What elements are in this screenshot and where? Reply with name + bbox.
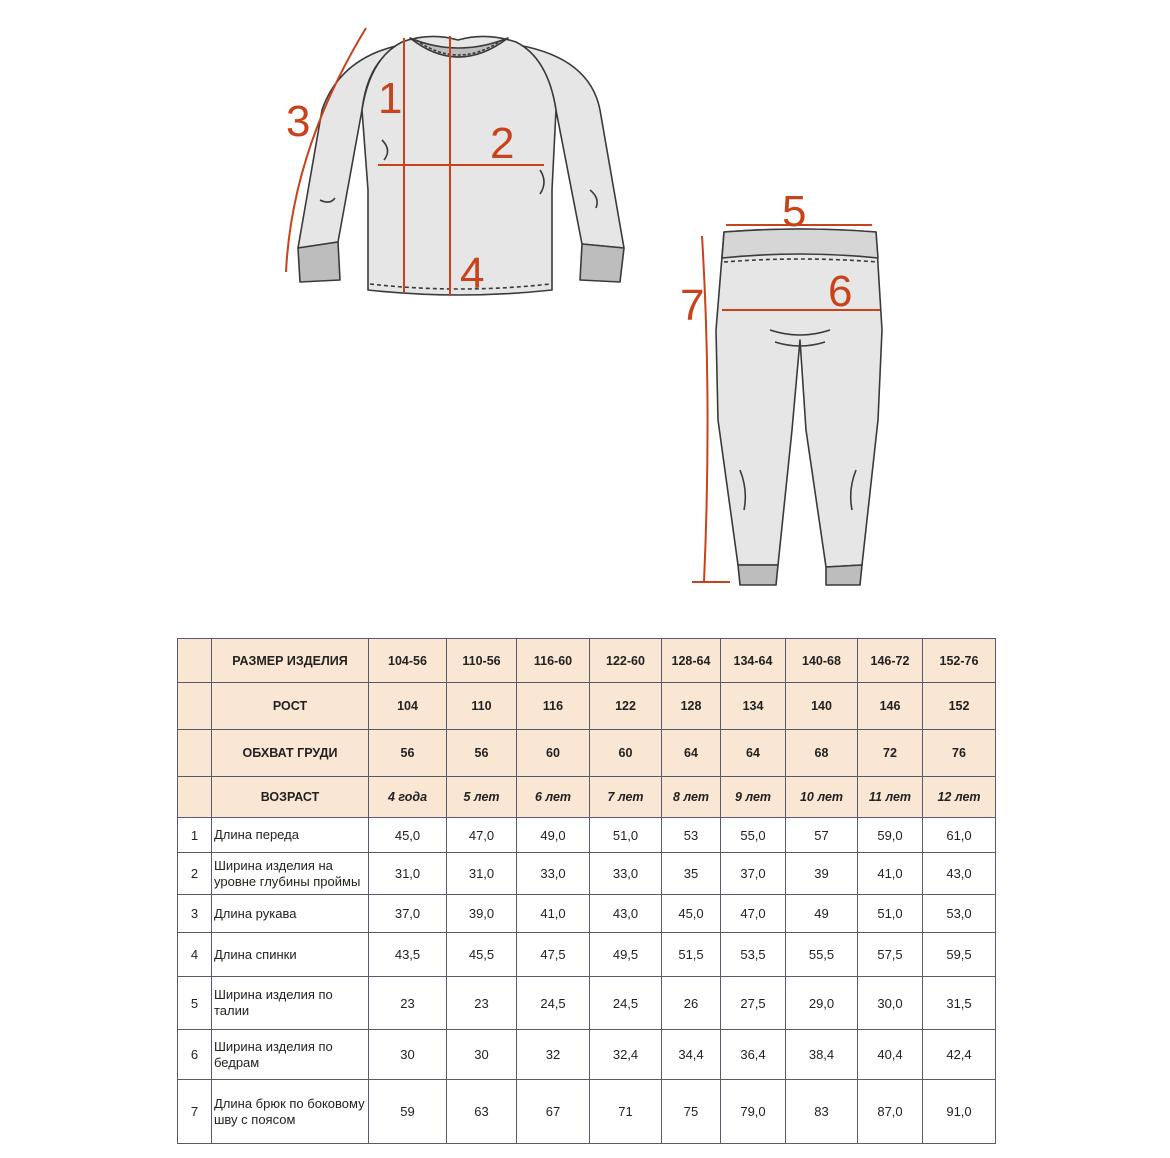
measure-label: Длина переда <box>212 818 369 853</box>
header-value: 110 <box>447 683 517 730</box>
measure-value: 35 <box>662 853 721 895</box>
measure-value: 49,0 <box>517 818 590 853</box>
measure-value: 23 <box>369 977 447 1030</box>
row-number: 5 <box>178 977 212 1030</box>
measure-value: 71 <box>590 1080 662 1144</box>
measure-value: 53 <box>662 818 721 853</box>
header-label: ОБХВАТ ГРУДИ <box>212 730 369 777</box>
measure-value: 51,5 <box>662 933 721 977</box>
measure-value: 47,0 <box>447 818 517 853</box>
measure-value: 63 <box>447 1080 517 1144</box>
header-value: 9 лет <box>721 777 786 818</box>
table-row <box>178 1080 996 1144</box>
row-number: 1 <box>178 818 212 853</box>
header-corner-cell <box>178 777 212 818</box>
measure-value: 67 <box>517 1080 590 1144</box>
measure-value: 31,0 <box>369 853 447 895</box>
measure-value: 33,0 <box>517 853 590 895</box>
measure-value: 30 <box>447 1030 517 1080</box>
measure-value: 32 <box>517 1030 590 1080</box>
measure-value: 79,0 <box>721 1080 786 1144</box>
measure-value: 37,0 <box>369 895 447 933</box>
mark-5: 5 <box>782 187 807 236</box>
measure-value: 43,5 <box>369 933 447 977</box>
measure-value: 39 <box>786 853 858 895</box>
measure-value: 43,0 <box>590 895 662 933</box>
measure-value: 55,5 <box>786 933 858 977</box>
header-value: 140 <box>786 683 858 730</box>
header-corner-cell <box>178 683 212 730</box>
header-value: 6 лет <box>517 777 590 818</box>
mark-4: 4 <box>460 249 485 298</box>
header-value: 56 <box>447 730 517 777</box>
measure-value: 34,4 <box>662 1030 721 1080</box>
measure-value: 45,0 <box>662 895 721 933</box>
header-row <box>178 777 996 818</box>
header-value: 116-60 <box>517 639 590 683</box>
row-number: 6 <box>178 1030 212 1080</box>
measure-value: 45,5 <box>447 933 517 977</box>
measure-value: 49 <box>786 895 858 933</box>
measure-value: 45,0 <box>369 818 447 853</box>
header-value: 8 лет <box>662 777 721 818</box>
table-row <box>178 853 996 895</box>
measure-value: 49,5 <box>590 933 662 977</box>
header-value: 64 <box>662 730 721 777</box>
measure-value: 51,0 <box>590 818 662 853</box>
table-row <box>178 818 996 853</box>
measure-value: 42,4 <box>923 1030 996 1080</box>
header-value: 152-76 <box>923 639 996 683</box>
measure-value: 57 <box>786 818 858 853</box>
mark-1: 1 <box>378 74 403 123</box>
measure-value: 59,0 <box>858 818 923 853</box>
header-value: 128-64 <box>662 639 721 683</box>
size-table <box>177 638 996 1144</box>
header-value: 122 <box>590 683 662 730</box>
header-value: 146-72 <box>858 639 923 683</box>
measure-label: Длина рукава <box>212 895 369 933</box>
measure-label: Ширина изделия по бедрам <box>212 1030 369 1080</box>
header-value: 152 <box>923 683 996 730</box>
measure-value: 29,0 <box>786 977 858 1030</box>
measure-value: 47,5 <box>517 933 590 977</box>
mark-3: 3 <box>286 97 311 146</box>
header-value: 64 <box>721 730 786 777</box>
table-row <box>178 933 996 977</box>
header-value: 122-60 <box>590 639 662 683</box>
header-label: ВОЗРАСТ <box>212 777 369 818</box>
header-value: 104 <box>369 683 447 730</box>
header-row <box>178 683 996 730</box>
measure-value: 59 <box>369 1080 447 1144</box>
header-value: 110-56 <box>447 639 517 683</box>
header-row <box>178 639 996 683</box>
header-label: РАЗМЕР ИЗДЕЛИЯ <box>212 639 369 683</box>
row-number: 3 <box>178 895 212 933</box>
measure-value: 27,5 <box>721 977 786 1030</box>
header-value: 60 <box>590 730 662 777</box>
header-value: 134-64 <box>721 639 786 683</box>
measure-value: 55,0 <box>721 818 786 853</box>
header-value: 11 лет <box>858 777 923 818</box>
table-row <box>178 977 996 1030</box>
measure-value: 41,0 <box>858 853 923 895</box>
measure-value: 30 <box>369 1030 447 1080</box>
measure-value: 26 <box>662 977 721 1030</box>
table-row <box>178 1030 996 1080</box>
measure-value: 31,0 <box>447 853 517 895</box>
row-number: 4 <box>178 933 212 977</box>
measure-value: 47,0 <box>721 895 786 933</box>
header-value: 56 <box>369 730 447 777</box>
measure-value: 39,0 <box>447 895 517 933</box>
header-value: 68 <box>786 730 858 777</box>
measure-value: 87,0 <box>858 1080 923 1144</box>
measure-value: 53,0 <box>923 895 996 933</box>
header-value: 4 года <box>369 777 447 818</box>
header-value: 60 <box>517 730 590 777</box>
header-row <box>178 730 996 777</box>
header-value: 104-56 <box>369 639 447 683</box>
measure-value: 32,4 <box>590 1030 662 1080</box>
header-value: 5 лет <box>447 777 517 818</box>
header-value: 72 <box>858 730 923 777</box>
measure-value: 36,4 <box>721 1030 786 1080</box>
measure-value: 40,4 <box>858 1030 923 1080</box>
table-row <box>178 895 996 933</box>
measure-value: 33,0 <box>590 853 662 895</box>
header-value: 146 <box>858 683 923 730</box>
measure-label: Длина брюк по боковому шву с поясом <box>212 1080 369 1144</box>
measure-value: 91,0 <box>923 1080 996 1144</box>
measure-label: Длина спинки <box>212 933 369 977</box>
measure-value: 41,0 <box>517 895 590 933</box>
measure-value: 30,0 <box>858 977 923 1030</box>
row-number: 2 <box>178 853 212 895</box>
header-value: 116 <box>517 683 590 730</box>
header-value: 140-68 <box>786 639 858 683</box>
measure-value: 24,5 <box>590 977 662 1030</box>
header-value: 7 лет <box>590 777 662 818</box>
header-corner-cell <box>178 730 212 777</box>
header-value: 12 лет <box>923 777 996 818</box>
measure-value: 83 <box>786 1080 858 1144</box>
measure-value: 75 <box>662 1080 721 1144</box>
measure-value: 23 <box>447 977 517 1030</box>
measure-value: 31,5 <box>923 977 996 1030</box>
measure-value: 59,5 <box>923 933 996 977</box>
measure-value: 37,0 <box>721 853 786 895</box>
measure-value: 61,0 <box>923 818 996 853</box>
header-label: РОСТ <box>212 683 369 730</box>
mark-6: 6 <box>828 267 853 316</box>
measure-value: 57,5 <box>858 933 923 977</box>
mark-7: 7 <box>680 281 705 330</box>
measure-value: 24,5 <box>517 977 590 1030</box>
pants-illustration <box>716 229 882 585</box>
header-value: 128 <box>662 683 721 730</box>
measure-label: Ширина изделия на уровне глубины проймы <box>212 853 369 895</box>
row-number: 7 <box>178 1080 212 1144</box>
measure-value: 53,5 <box>721 933 786 977</box>
measure-value: 38,4 <box>786 1030 858 1080</box>
header-value: 10 лет <box>786 777 858 818</box>
measure-label: Ширина изделия по талии <box>212 977 369 1030</box>
measure-value: 51,0 <box>858 895 923 933</box>
header-value: 134 <box>721 683 786 730</box>
header-value: 76 <box>923 730 996 777</box>
measure-value: 43,0 <box>923 853 996 895</box>
mark-2: 2 <box>490 119 515 168</box>
header-corner-cell <box>178 639 212 683</box>
